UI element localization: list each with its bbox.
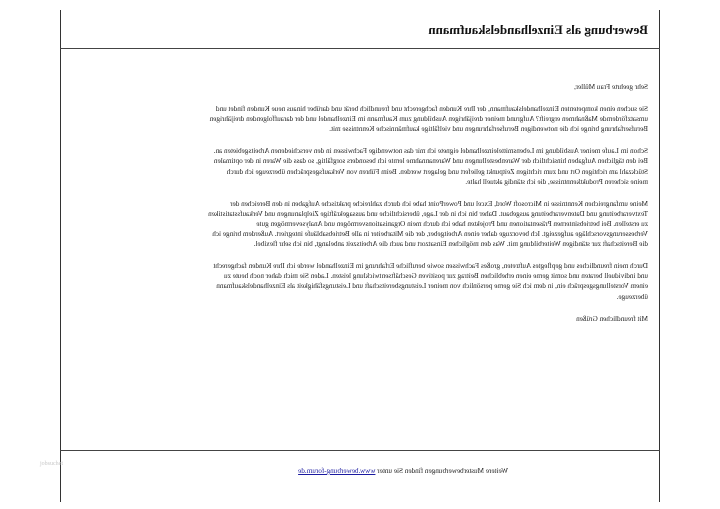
footer-prefix: Weitere Musterbewerbungen finden Sie unter — [377, 467, 508, 475]
salutation: Sehr geehrte Frau Müller, — [574, 83, 648, 91]
paragraph-2: Schon im Laufe meiner Ausbildung im Lebensmitteleinzelhandel eignete ich mir das notwendige Fachwissen in den verschiedenen Arbeitsgebieten an. Bei den täglichen Aufgaben hinsichtlich der Warenbestellungen und Warenannahme lernte ich besonders sorgfältig, so dass die Waren in der optimalen Stückzahl am richtigen Ort und zum richtigen Zeitpunkt geliefert und gelagert werden. Beim Führen von Verkaufsgesprächen überzeuge ich durch meine sicheren Produktkenntnisse, die ich ständig aktuell halte. — [213, 147, 648, 186]
paragraph-4: Durch mein freundliches und gepflegtes Auftreten, großes Fachwissen sowie berufliche Erfahrung im Einzelhandel werde ich Ihre Kunden fachgerecht und individuell beraten und somit gerne einen erheblichen Beitrag zur positiven Geschäftsentwicklung leisten. Laden Sie mich daher noch heute zu einem Vorstellungsgespräch ein, in dem ich Sie gerne persönlich von meiner Leistungsbereitschaft und Leistungsfähigkeit als Einzelhandelskaufmann überzeuge. — [213, 262, 648, 301]
right-margin-line — [659, 10, 660, 502]
watermark-text: jobsuchet — [40, 461, 63, 467]
letter-body — [208, 82, 648, 336]
letter-content — [62, 12, 658, 502]
page-title: Bewerbung als Einzelhandelskaufmann — [428, 22, 648, 37]
footer-note — [298, 467, 508, 475]
paragraph-3: Meine umfangreichen Kenntnisse in Microsoft Word, Excel und PowerPoint habe ich durch zahlreiche praktische Aufgaben in den Bereichen der Textverarbeitung und Datenverarbeitung ausgebaut. Daher bin ich in der Lage, übersichtliche und aussagekräftige Zielplanungen und Verkaufsstatistiken zu erstellen. Bei betriebsinternen Präsentationen und Projekten habe ich durch mein Organisationsvermögen und Analysevermögen gute Verbesserungsvorschläge aufgezeigt. Ich bevorzuge daher einen Arbeitgeber, der die Mitarbeiter in alle Betriebsabläufe integriert. Außerdem bringe ich die Bereitschaft zur ständigen Weiterbildung mit. Was den möglichen Einsatzort und auch die Arbeitszeit anbelangt, bin ich sehr flexibel. — [208, 199, 648, 249]
left-margin-line — [60, 10, 61, 502]
footer-link[interactable]: www.bewerbung-forum.de — [298, 467, 376, 475]
closing: Mit freundlichen Grüßen — [576, 314, 648, 323]
paragraph-1: Sie suchen einen kompetenten Einzelhandelskaufmann, der Ihre Kunden fachgerecht und freundlich berät und darüber hinaus neue Kunden findet und umsatzfördernde Maßnahmen ergreift? Aufgrund meiner dreijährigen Ausbildung zum Kaufmann im Einzelhandel und der darauffolgenden dreijährigen Berufserfahrung bringe ich die notwendigen Berufserfahrungen und vielfältige kaufmännische Kenntnisse mit. — [209, 105, 648, 134]
